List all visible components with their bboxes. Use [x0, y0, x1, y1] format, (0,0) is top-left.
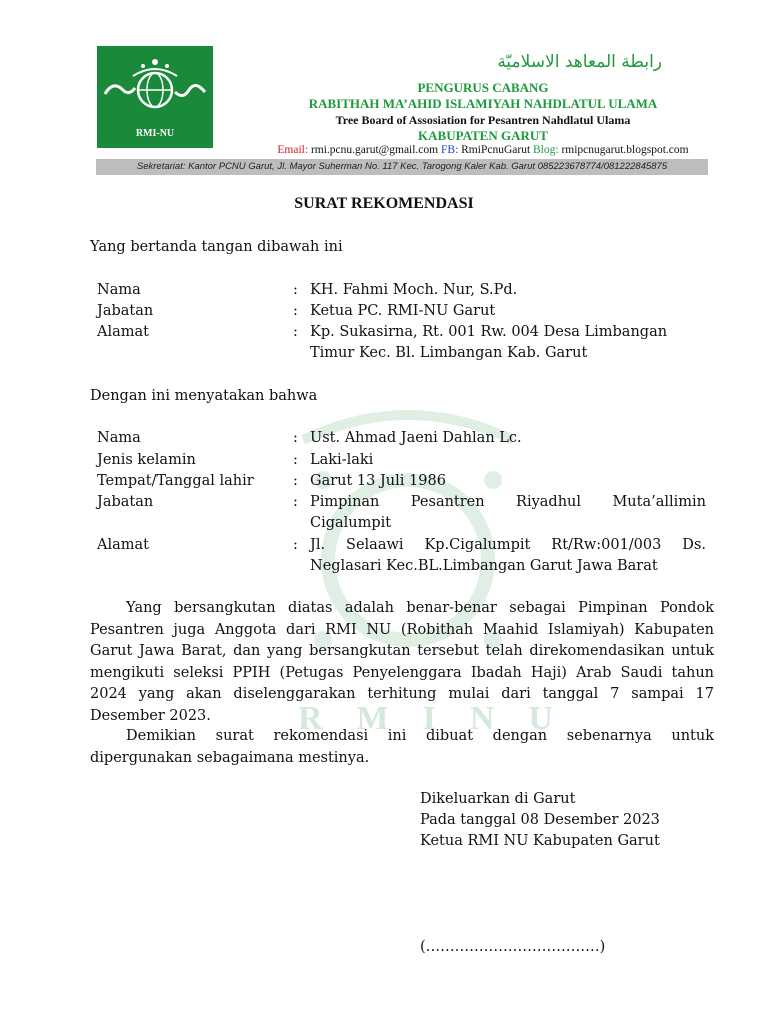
- subject-jabatan-line1: Pimpinan Pesantren Riyadhul Muta’allimin: [310, 494, 706, 510]
- closing-role: Ketua RMI NU Kabupaten Garut: [420, 833, 660, 849]
- colon: :: [293, 324, 298, 340]
- header-line-2: RABITHAH MA’AHID ISLAMIYAH NAHDLATUL ULAMA: [308, 96, 658, 111]
- header-line-4: KABUPATEN GARUT: [418, 128, 548, 143]
- subject-jabatan-label: Jabatan: [97, 494, 154, 510]
- header-line-3: Tree Board of Assosiation for Pesantren Nahdlatul Ulama: [335, 113, 631, 127]
- watermark-text: RMINU: [298, 700, 587, 737]
- subject-ttl-label: Tempat/Tanggal lahir: [97, 473, 254, 489]
- signer-jabatan-label: Jabatan: [97, 303, 154, 319]
- subject-alamat-label: Alamat: [97, 537, 149, 553]
- signer-alamat-label: Alamat: [97, 324, 149, 340]
- colon: :: [293, 282, 298, 298]
- document-title: SURAT REKOMENDASI: [294, 195, 474, 212]
- subject-nama-label: Nama: [97, 430, 141, 446]
- colon: :: [293, 473, 298, 489]
- header-line-1: PENGURUS CABANG: [417, 80, 549, 95]
- signature-placeholder: (………………………………): [420, 939, 606, 955]
- closing-place: Dikeluarkan di Garut: [420, 791, 576, 807]
- closing-date: Pada tanggal 08 Desember 2023: [420, 812, 660, 828]
- blog-value: rmipcnugarut.blogspot.com: [561, 144, 689, 156]
- signer-nama-label: Nama: [97, 282, 141, 298]
- signer-jabatan: Ketua PC. RMI-NU Garut: [310, 303, 496, 319]
- subject-ttl: Garut 13 Juli 1986: [310, 473, 446, 489]
- arabic-org-name: رابطة المعاهد الاسلاميّة: [497, 52, 662, 72]
- subject-jk: Laki-laki: [310, 452, 374, 468]
- body-paragraph-1: Yang bersangkutan diatas adalah benar-benar sebagai Pimpinan Pondok Pesantren juga Anggota dari RMI NU (Robithah Maahid Islamiyah) Kabupaten Garut Jawa Barat, dan yang bersangkutan tersebut telah direkomendasikan untuk mengikuti seleksi PPIH (Petugas Penyelenggara Ibadah Haji) Arab Saudi tahun 2024 yang akan diselenggarakan terhitung mulai dari tanggal 7 sampai 17 Desember 2023.: [90, 600, 714, 724]
- colon: :: [293, 430, 298, 446]
- rmi-nu-logo: [97, 46, 213, 148]
- colon: :: [293, 452, 298, 468]
- intro-text: Yang bertanda tangan dibawah ini: [90, 239, 343, 255]
- signer-alamat-line1: Kp. Sukasirna, Rt. 001 Rw. 004 Desa Limbangan: [310, 324, 668, 340]
- email-label: Email:: [277, 144, 309, 156]
- colon: :: [293, 494, 298, 510]
- body-paragraph-2: Demikian surat rekomendasi ini dibuat dengan sebenarnya untuk dipergunakan sebagaimana mestinya.: [90, 728, 714, 766]
- signer-nama: KH. Fahmi Moch. Nur, S.Pd.: [310, 282, 518, 298]
- statement-text: Dengan ini menyatakan bahwa: [90, 388, 318, 404]
- colon: :: [293, 303, 298, 319]
- subject-alamat-line2: Neglasari Kec.BL.Limbangan Garut Jawa Barat: [310, 558, 658, 574]
- secretariat-bar: Sekretariat: Kantor PCNU Garut, Jl. Mayor Suherman No. 117 Kec. Tarogong Kaler Kab. Garut 085223678774/081222845875: [96, 159, 708, 175]
- subject-alamat-line1: Jl. Selaawi Kp.Cigalumpit Rt/Rw:001/003 Ds.: [310, 537, 706, 553]
- fb-label: FB:: [441, 144, 459, 156]
- blog-label: Blog:: [533, 144, 559, 156]
- colon: :: [293, 537, 298, 553]
- subject-nama: Ust. Ahmad Jaeni Dahlan Lc.: [310, 430, 522, 446]
- fb-value: RmiPcnuGarut: [461, 144, 531, 156]
- signer-alamat-line2: Timur Kec. Bl. Limbangan Kab. Garut: [310, 345, 588, 361]
- logo-label: RMI-NU: [135, 128, 175, 139]
- email-value: rmi.pcnu.garut@gmail.com: [310, 144, 439, 156]
- subject-jabatan-line2: Cigalumpit: [310, 515, 392, 531]
- contact-line: [213, 144, 753, 156]
- subject-jk-label: Jenis kelamin: [97, 452, 196, 468]
